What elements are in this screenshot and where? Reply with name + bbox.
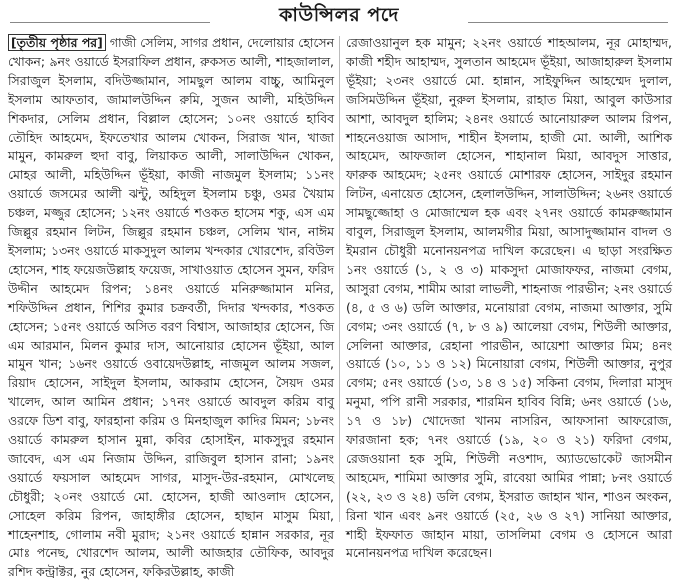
article-column-right — [346, 34, 672, 561]
article-column-left — [8, 34, 334, 580]
article-text-right: রেজাওয়ানুল হক মামুন; ২২নং ওয়ার্ডে শাহআলম, নূর মোহাম্মদ, কাজী শহীদ আহাম্মদ, সুলতান আহমেদ ভূঁইয়া, আজাহারুল ইসলাম ভূঁইয়া; ২৩নং ওয়ার্ডে মো. হান্নান, সাইফুদ্দিন আহম্মেদ দুলাল, জসিমউদ্দিন ভূঁইয়া, নুরুল ইসলাম, রাহাত মিয়া, আবুল কাউসার আশা, আবদুল হালিম; ২৪নং ওয়ার্ডে আনোয়ারুল আলম রিপন, শাহনেওয়াজ আসাদ, শাহীন ইসলাম, হাজী মো. আলী, আশিক আহমেদ, আফজাল হোসেন, শাহানাল মিয়া, আবদুস সাত্তার, ফারুক আহমেদ; ২৫নং ওয়ার্ডে মোশারফ হোসেন, সাইদুর রহমান লিটন, এনায়েত হোসেন, হেলালউদ্দিন, সালাউদ্দিন; ২৬নং ওয়ার্ডে সামছুজ্জোহা ও মোজাম্মেল হক এবং ২৭নং ওয়ার্ডে কামরুজ্জামান বাবুল, সিরাজুল ইসলাম, আলমগীর মিয়া, আসাদুজ্জামান বাদল ও ইমরান চৌধুরী মনোনয়নপত্র দাখিল করেছেন। এ ছাড়া সংরক্ষিত ১নং ওয়ার্ডে (১, ২ ও ৩) মাকসুদা মোজাফফর, নাজমা বেগম, আসুরা বেগম, শামীম আরা লাভলী, শাহনাজ পারভীন; ২নং ওয়ার্ডে (৪, ৫ ও ৬) ডলি আক্তার, মনোয়ারা বেগম, নাজমা আক্তার, সুমি বেগম; ৩নং ওয়ার্ডে (৭, ৮ ও ৯) আলেয়া বেগম, শিউলী আক্তার, সেলিনা আক্তার, রেহানা পারভীন, আয়েশা আক্তার মিম; ৪নং ওয়ার্ডে (১০, ১১ ও ১২) মিনোয়ারা বেগম, শিউলী আক্তার, নুপুর বেগম; ৫নং ওয়ার্ডে (১৩, ১৪ ও ১৫) সকিনা বেগম, দিলারা মাসুদ মনুমা, পপি রানী সরকার, শারমিন হাবিব বিন্নি; ৬নং ওয়ার্ডে (১৬, ১৭ ও ১৮) খোদেজা খানম নাসরিন, আফসানা আফরোজ, ফারজানা হক; ৭নং ওয়ার্ডে (১৯, ২০ ও ২১) ফরিদা বেগম, রেজওয়ানা হক সুমি, শিউলী নওশাদ, অ্যাডভোকেট জাসমীন আহমেদ, শামিমা আক্তার সুমি, রাবেয়া আমির পান্না; ৮নং ওয়ার্ডে (২২, ২৩ ও ২৪) ডলি বেগম, ইসরাত জাহান খান, শাওন অংকন, রিনা খান এবং ৯নং ওয়ার্ডে (২৫, ২৬ ও ২৭) সানিয়া আক্তার, শাহী ইফফাত জাহান মায়া, তাসলিমা বেগম ও হোসনে আরা মনোনয়নপত্র দাখিল করেছেন। — [346, 35, 672, 561]
column-divider — [339, 36, 340, 522]
article-text-left: গাজী সেলিম, সাগর প্রধান, দেলোয়ার হোসেন খোকন; ৯নং ওয়ার্ডে ইসরাফিল প্রধান, রুকসত আলী, শাহজালাল, সিরাজুল ইসলাম, বদিউজ্জামান, সামছুল আলম বাচ্চু, আমিনুল ইসলাম আফতাব, জামালউদ্দিন রুমি, সুজন আলী, মহিউদ্দিন শিকদার, সেলিম প্রধান, বিল্লাল হোসেন; ১০নং ওয়ার্ডে হাবিব তৌহিদ আহমেদ, ইফতেখার আলম খোকন, সিরাজ খান, খাজা মামুন, কামরুল হুদা বাবু, লিয়াকত আলী, সালাউদ্দিন খোকন, মোহর আলী, মহিউদ্দিন ভূঁইয়া, কাজী নাজমুল ইসলাম; ১১নং ওয়ার্ডে জসমের আলী ঝন্টু, অহিদুল ইসলাম চঞ্চু, ওমর খৈয়াম চঞ্চল, মজ্জুর হোসেন; ১২নং ওয়ার্ডে শওকত হাসেম শকু, এস এম জিল্লুর রহমান লিটন, জিল্লুর রহমান চঞ্চল, সেলিম খান, নাঈম ইসলাম; ১৩নং ওয়ার্ডে মাকসুদুল আলম খন্দকার খোরশেদ, রবিউল হোসেন, শাহ ফয়েজউল্লাহ ফয়েজ, সাখাওয়াত হোসেন সুমন, ফরিদ উদ্দীন আহমেদ রিপন; ১৪নং ওয়ার্ডে মনিরুজ্জামান মনির, শফিউদ্দিন প্রধান, শিশির কুমার চক্রবর্তী, দিদার খন্দকার, শওকত হোসেন; ১৫নং ওয়ার্ডে অসিত বরণ বিশ্বাস, আজাহার হোসেন, জি এম আরমান, মিলন কুমার দাস, আনোয়ার হোসেন ভূঁইয়া, আল মামুন খান; ১৬নং ওয়ার্ডে ওবায়েদউল্লাহ, নাজমুল আলম সজল, রিয়াদ হোসেন, সাইদুল ইসলাম, আকরাম হোসেন, সৈয়দ ওমর খালেদ, আল আমিন প্রধান; ১৭নং ওয়ার্ডে আবদুল করিম বাবু ওরফে ডিশ বাবু, ফারহানা করিম ও মিনহাজুল কাদির মিমন; ১৮নং ওয়ার্ডে কামরুল হাসান মুন্না, কবির হোসাইন, মাকসুদুর রহমান জাবেদ, এস এম নিজাম উদ্দিন, রাজিবুল হাসান রানা; ১৯নং ওয়ার্ডে ফয়সাল আহমেদ সাগর, মাসুদ-উর-রহমান, মোখলেছ চৌধুরী; ২০নং ওয়ার্ডে মো. হোসেন, হাজী আওলাদ হোসেন, সোহেল করিম রিপন, জাহাঙ্গীর হোসেন, হাছান মাসুম মিয়া, শাহেনশাহ, গোলাম নবী মুরাদ; ২১নং ওয়ার্ডে হান্নান সরকার, নূর মোঃ পনেছ, খোরশেদ আলম, আলী আজহার তৌফিক, আবদুর রশিদ কন্ট্রাক্টর, নুর হোসেন, ফকিরউল্লাহ, কাজী — [8, 35, 334, 580]
article-paragraph-left — [8, 34, 334, 582]
continued-from-page-kicker: [তৃতীয় পৃষ্ঠার পর] — [8, 34, 106, 51]
headline: কাউন্সিলর পদে — [279, 4, 399, 26]
headline-rule-right — [468, 22, 668, 23]
